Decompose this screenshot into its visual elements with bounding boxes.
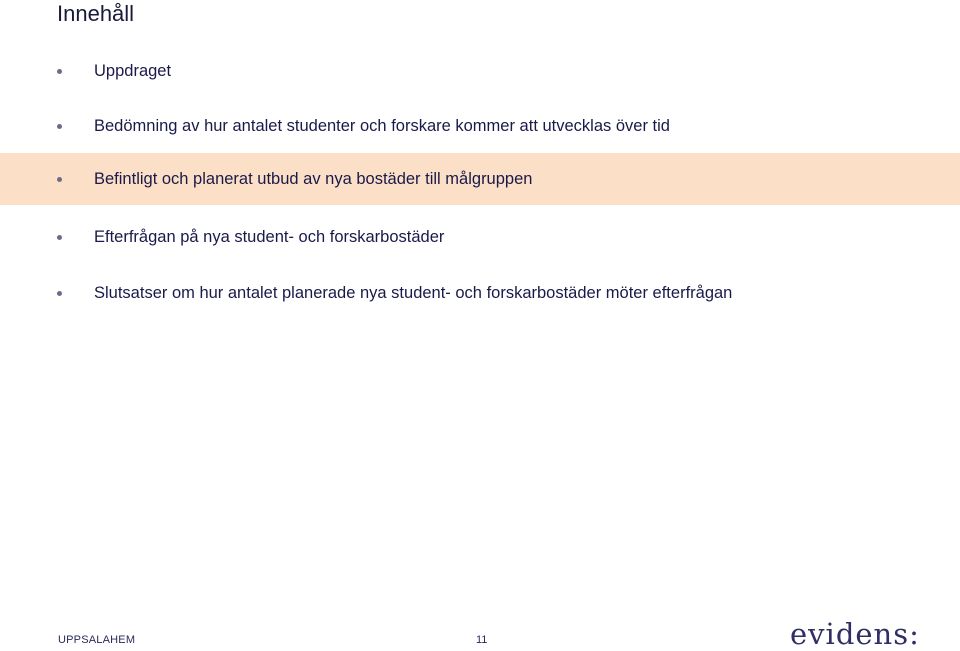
bullet-icon (57, 291, 62, 296)
toc-item-slutsatser[interactable] (0, 267, 960, 319)
page-title: Innehåll (57, 1, 135, 26)
toc-item-label: Befintligt och planerat utbud av nya bostäder till målgruppen (94, 169, 533, 188)
toc-item-efterfragan[interactable] (0, 211, 960, 263)
bullet-icon (57, 235, 62, 240)
footer-client-name: UPPSALAHEM (58, 634, 136, 646)
toc-item-bedomning[interactable] (0, 100, 960, 152)
evidens-logo: evidens: (790, 617, 920, 651)
toc-item-label: Slutsatser om hur antalet planerade nya student- och forskarbostäder möter efterfrågan (94, 283, 733, 302)
toc-item-label: Uppdraget (94, 61, 172, 80)
bullet-icon (57, 124, 62, 129)
toc-item-uppdraget[interactable] (0, 45, 960, 97)
toc-item-label: Bedömning av hur antalet studenter och forskare kommer att utvecklas över tid (94, 116, 670, 135)
bullet-icon (57, 69, 62, 74)
bullet-icon (57, 177, 62, 182)
footer-page-number: 11 (476, 634, 488, 646)
toc-item-label: Efterfrågan på nya student- och forskarbostäder (94, 227, 445, 246)
toc-item-befintligt-active[interactable] (0, 153, 960, 205)
